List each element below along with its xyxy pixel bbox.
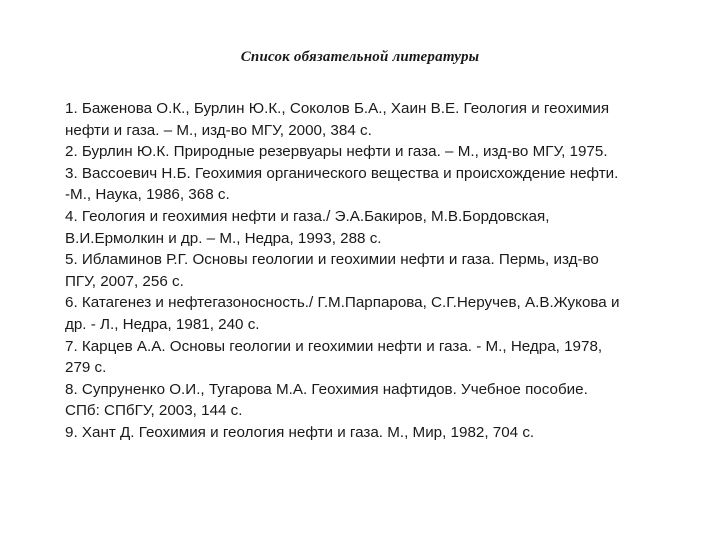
reference-item-7 [65, 336, 675, 379]
reference-line: 279 с. [65, 359, 107, 377]
reference-line: ПГУ, 2007, 256 с. [65, 272, 184, 290]
reference-item-2 [65, 141, 675, 163]
reference-item-4 [65, 206, 675, 249]
reference-line: 5. Ибламинов Р.Г. Основы геологии и геохимии нефти и газа. Пермь, изд-во [65, 251, 599, 269]
reference-line: др. - Л., Недра, 1981, 240 с. [65, 315, 260, 333]
page-title: Список обязательной литературы [240, 49, 480, 65]
reference-line: 8. Супруненко О.И., Тугарова М.А. Геохимия нафтидов. Учебное пособие. [65, 380, 588, 398]
reference-line: 2. Бурлин Ю.К. Природные резервуары нефти и газа. – М., изд-во МГУ, 1975. [65, 143, 608, 161]
reference-item-6 [65, 292, 675, 335]
reference-line: -М., Наука, 1986, 368 с. [65, 186, 230, 204]
reference-line: нефти и газа. – М., изд-во МГУ, 2000, 384 с. [65, 121, 372, 139]
reference-item-5 [65, 249, 675, 292]
reference-line: 6. Катагенез и нефтегазоносность./ Г.М.Парпарова, С.Г.Неручев, А.В.Жукова и [65, 294, 620, 312]
reference-item-1 [65, 98, 675, 141]
reference-line: 4. Геология и геохимия нефти и газа./ Э.А.Бакиров, М.В.Бордовская, [65, 207, 550, 225]
reference-line: 1. Баженова О.К., Бурлин Ю.К., Соколов Б.А., Хаин В.Е. Геология и геохимия [65, 100, 610, 117]
reference-list [65, 98, 675, 444]
reference-line: 9. Хант Д. Геохимия и геология нефти и газа. М., Мир, 1982, 704 с. [65, 423, 535, 441]
reference-item-3 [65, 163, 675, 206]
reference-line: СПб: СПбГУ, 2003, 144 с. [65, 402, 243, 420]
reference-item-9 [65, 422, 675, 444]
reference-line: 3. Вассоевич Н.Б. Геохимия органического вещества и происхождение нефти. [65, 164, 619, 182]
reference-item-8 [65, 379, 675, 422]
reference-line: 7. Карцев А.А. Основы геологии и геохимии нефти и газа. - М., Недра, 1978, [65, 337, 603, 355]
reference-line: В.И.Ермолкин и др. – М., Недра, 1993, 288 с. [65, 229, 382, 247]
